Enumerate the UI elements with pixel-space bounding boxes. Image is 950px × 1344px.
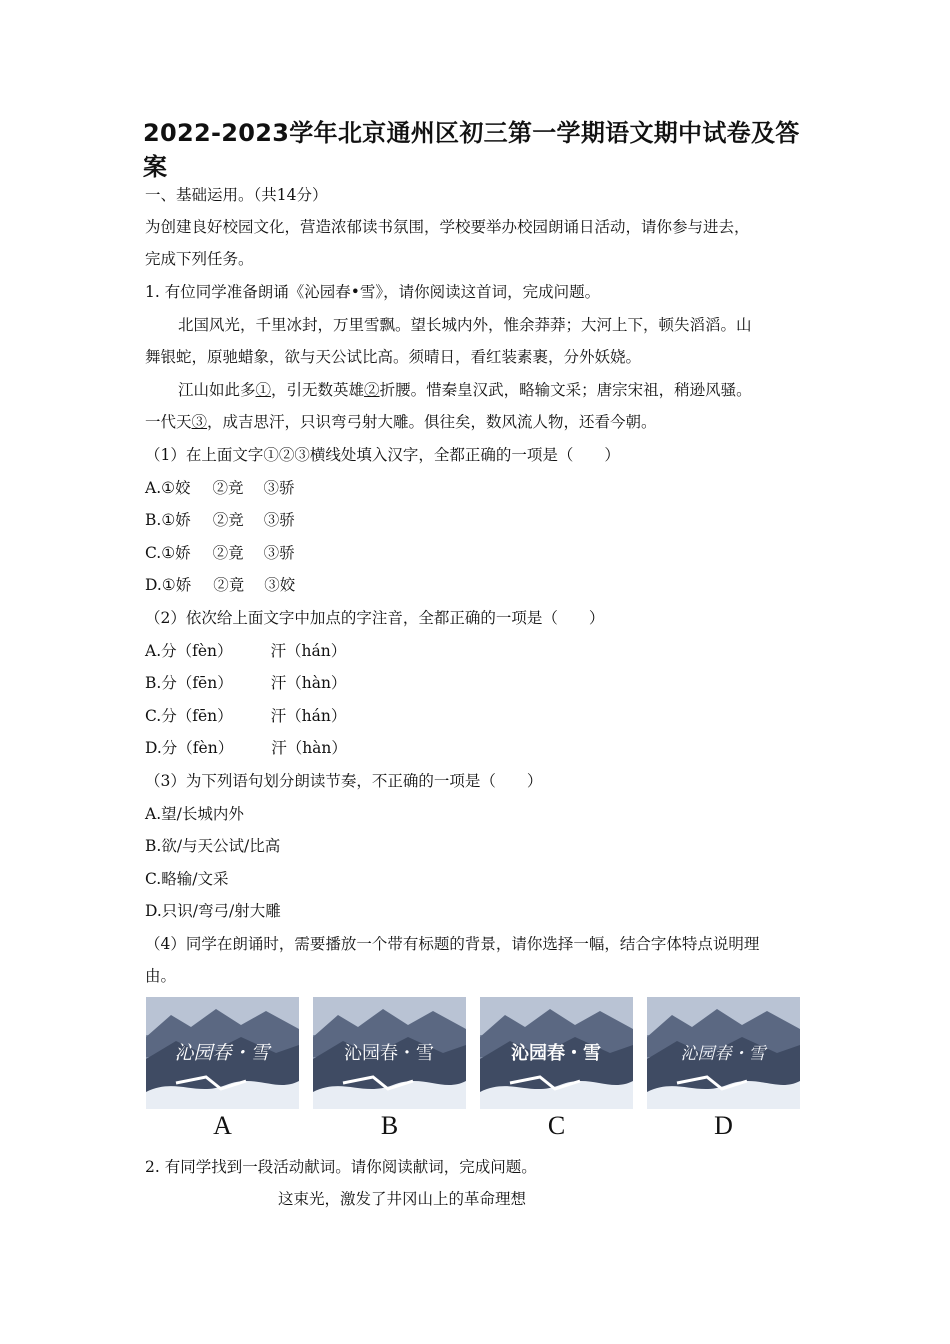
option-part: A.分（fèn）	[145, 642, 233, 660]
option-part: 汗（hán）	[270, 707, 347, 725]
sub1-option-b	[145, 509, 295, 531]
sub2-option-d	[145, 737, 347, 759]
background-image-a[interactable]	[146, 997, 299, 1109]
image-caption: 沁园春・雪	[680, 1044, 766, 1064]
poem-text: 一代天	[145, 413, 192, 431]
image-caption: 沁园春・雪	[511, 1043, 601, 1064]
image-caption: 沁园春・雪	[344, 1043, 434, 1064]
poem-text: 折腰。惜秦皇汉武，略输文采；唐宗宋祖，稍逊风骚。	[379, 381, 752, 399]
option-part: B.①娇	[145, 511, 191, 529]
sub-question-4-cont: 由。	[145, 967, 177, 985]
poem-line-4	[145, 411, 657, 433]
blank-3: ③	[191, 413, 208, 431]
option-part: ③骄	[263, 511, 295, 529]
poem-text: ，成吉思汗，只识弯弓射大雕。俱往矣，数风流人物，还看今朝。	[207, 413, 657, 431]
sub2-option-b	[145, 672, 346, 694]
sub3-option-c: C.略输/文采	[145, 870, 229, 888]
sub1-option-a	[145, 477, 295, 499]
intro-line-2: 完成下列任务。	[145, 250, 254, 268]
background-image-b[interactable]	[313, 997, 466, 1109]
option-part: A.①姣	[145, 479, 191, 497]
question-2: 2. 有同学找到一段活动献词。请你阅读献词，完成问题。	[145, 1158, 537, 1176]
option-part: ③骄	[263, 479, 295, 497]
option-part: ③姣	[264, 576, 296, 594]
image-label-b: B	[380, 1111, 399, 1140]
snow-mountain-image	[146, 997, 299, 1109]
option-part: ②竟	[213, 576, 245, 594]
option-part: ②竟	[212, 544, 244, 562]
background-image-c[interactable]	[480, 997, 633, 1109]
poem-line-3	[178, 379, 752, 401]
image-label-c: C	[547, 1111, 566, 1140]
sub-question-4: （4）同学在朗诵时，需要播放一个带有标题的背景，请你选择一幅，结合字体特点说明理	[145, 935, 760, 953]
snow-mountain-image	[480, 997, 633, 1109]
option-part: 汗（hàn）	[271, 739, 347, 757]
poem-text: ，引无数英雄	[271, 381, 365, 399]
snow-mountain-image	[313, 997, 466, 1109]
option-part: ②竞	[212, 479, 244, 497]
sub2-option-a	[145, 640, 346, 662]
sub-question-2: （2）依次给上面文字中加点的字注音，全都正确的一项是（ ）	[145, 609, 605, 627]
sub3-option-b: B.欲/与天公试/比高	[145, 837, 281, 855]
option-part: 汗（hán）	[270, 642, 347, 660]
option-part: B.分（fēn）	[145, 674, 233, 692]
sub3-option-d: D.只识/弯弓/射大雕	[145, 902, 281, 920]
image-label-d: D	[714, 1111, 733, 1140]
dedication-line-1: 这束光，激发了井冈山上的革命理想	[278, 1190, 527, 1208]
poem-line-2: 舞银蛇，原驰蜡象，欲与天公试比高。须晴日，看红装素裹，分外妖娆。	[145, 348, 642, 366]
sub-question-3: （3）为下列语句划分朗读节奏，不正确的一项是（ ）	[145, 772, 543, 790]
background-options	[146, 997, 800, 1109]
option-part: ③骄	[263, 544, 295, 562]
poem-text: 江山如此多	[178, 381, 256, 399]
image-caption: 沁园春・雪	[174, 1042, 270, 1064]
option-part: 汗（hàn）	[270, 674, 347, 692]
page-title: 2022-2023学年北京通州区初三第一学期语文期中试卷及答案	[143, 119, 800, 181]
image-label-a: A	[213, 1111, 232, 1140]
option-part: D.分（fèn）	[145, 739, 234, 757]
background-image-d[interactable]	[647, 997, 800, 1109]
option-part: C.分（fēn）	[145, 707, 233, 725]
option-part: C.①娇	[145, 544, 191, 562]
snow-mountain-image	[647, 997, 800, 1109]
option-part: ②竞	[212, 511, 244, 529]
poem-line-1: 北国风光，千里冰封，万里雪飘。望长城内外，惟余莽莽；大河上下，顿失滔滔。山	[178, 316, 752, 334]
sub3-option-a: A.望/长城内外	[145, 805, 244, 823]
blank-1: ①	[255, 381, 272, 399]
sub2-option-c	[145, 705, 346, 727]
blank-2: ②	[364, 381, 380, 399]
sub1-option-c	[145, 542, 295, 564]
sub1-option-d	[145, 574, 295, 596]
question-1: 1. 有位同学准备朗诵《沁园春•雪》，请你阅读这首词，完成问题。	[145, 283, 601, 301]
intro-line-1: 为创建良好校园文化，营造浓郁读书氛围，学校要举办校园朗诵日活动，请你参与进去，	[145, 218, 750, 236]
option-part: D.①娇	[145, 576, 192, 594]
section-heading: 一、基础运用。（共14分）	[145, 186, 328, 204]
sub-question-1: （1）在上面文字①②③横线处填入汉字，全都正确的一项是（ ）	[145, 446, 620, 464]
